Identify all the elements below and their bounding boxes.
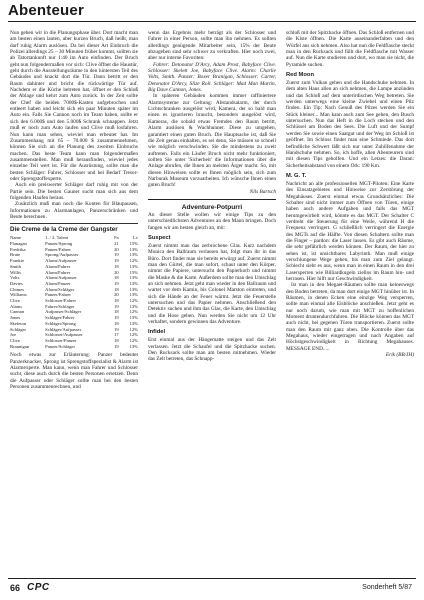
issue-label: Sonderheft 5/87	[362, 584, 412, 591]
cell-fa: 19	[114, 252, 119, 258]
cell-name: Chimes	[10, 286, 25, 292]
cell-name: Frankie	[10, 258, 25, 264]
cell-fa: 19	[114, 258, 119, 264]
cell-lv: 12%	[129, 326, 138, 332]
table-header-fa: Fa	[114, 235, 119, 241]
cell-name: Smith	[10, 263, 21, 269]
cell-name: Joe	[10, 332, 17, 338]
col2-favourites: Fahrer: Detonator D'Arcy, Adam Prost, Babyface Clive. Schlosser: Skelett Joe, Babyface Clive. Alarm: Charlie Volts, Smith. Panzer: Boxer Branigan, Schlosser: Carter, Detonator D'Arcy, Slize Roll. Schläger: Mad Man Martin, Big Dave Cannon, Jones.	[148, 61, 276, 94]
cell-lv: 12%	[129, 332, 138, 338]
cell-fa: 18	[114, 286, 119, 292]
column-2	[148, 30, 276, 570]
cell-name: Brute	[10, 252, 21, 258]
cell-fa: 19	[114, 343, 119, 349]
cell-lv: 12%	[129, 309, 138, 315]
gangster-table	[10, 235, 138, 349]
col3-paragraph-1: schloß mit der Spitzhacke öffnen. Das Schloß entfernen und die Kiste öffnen. Die Karte auseinanderfalten und den Würfel ans sich nehmen. Also hat nun die Feldflasche steckt man in den Rucksack und füllt die Feldflasche mit Wasser auf. Nun die Karte studieren und dort, wo man sie nicht, die Pyramide suchen.	[286, 30, 414, 68]
cell-lv: 12%	[129, 258, 138, 264]
cell-talent: Panzer/Schläger	[45, 343, 76, 349]
cell-lv: 12%	[129, 337, 138, 343]
cell-talent: Schläger/Aufpasser	[45, 326, 82, 332]
table-body	[10, 241, 138, 349]
cell-talent: Schläger/Fahrer	[45, 315, 75, 321]
cell-name: Cannon	[10, 309, 25, 315]
cell-fa: 18	[114, 337, 119, 343]
cell-lv: 13%	[129, 280, 138, 286]
cell-talent: Fahrer/Schläger	[45, 303, 75, 309]
cell-talent: Alarm/Aufpasser	[45, 275, 77, 281]
cell-lv: 13%	[129, 315, 138, 321]
cell-fa: 19	[114, 303, 119, 309]
table-title: Die Creme de la Creme der Gangster	[10, 223, 138, 234]
cell-talent: Schlosser/Fahrer	[45, 298, 77, 304]
cell-talent: Panzer/Fahrer	[45, 246, 71, 252]
cell-fa: 18	[114, 298, 119, 304]
cell-fa: 18	[114, 263, 119, 269]
cell-talent: Alarm/Fahrer	[45, 269, 71, 275]
col1-paragraph-3: Zusätzlich muß man noch die Konten für Blaupausen, Informationen zu Alarmanlagen, Panzerschränken und Beute berechnen.	[10, 201, 138, 220]
col1-after-table: Noch etwas zur Erläuterung: Panzer bedeutet Panzerknacker, Sprong ist Sprengstoffspezialist & Alarm ist Alarmexperte. Man kann, wenn man Fahrer und Schlosser sucht, diese auch durch die besten Personen ersetzen. Denn die Aufpasser oder Schläger sollte man bei den besten Personen zusammenrechnen, und	[10, 352, 138, 391]
cell-lv: 13%	[129, 252, 138, 258]
cell-talent: Aufpasser/Schläger	[45, 309, 82, 315]
cell-talent: Panzer/Fahrer	[45, 292, 71, 298]
col3-signature: Erik (BB/JH)	[385, 352, 414, 359]
cell-fa: 20	[114, 269, 119, 275]
infidel-heading: Infidel	[148, 329, 166, 336]
cell-name: Clive	[10, 337, 20, 343]
cell-lv: 15%	[129, 269, 138, 275]
cell-name: Clive	[10, 298, 20, 304]
cell-name: Flanagan	[10, 241, 27, 247]
redmoon-heading: Red Moon	[286, 72, 315, 79]
cell-talent: Schlosser/Aufpasser	[45, 332, 83, 338]
column-3	[286, 30, 414, 570]
infidel-text: Erst einmal aus der Hängematte steigen und das Zelt verlassen. Jetzt die Schaufel und die Spitzhacke suchen. Den Rucksack sollte man am besten mitnehmen. Wieder das Zelt betreten, das Schnapp-	[148, 337, 276, 363]
cell-fa: 19	[114, 315, 119, 321]
cell-name: Volts	[10, 275, 20, 281]
col1-paragraph-2: Auch ein preiswerter Schläger darf ruhig mit von der Partie sein. Die besten Gauner sucht man sich aus dem folgenden Haufen heraus.	[10, 182, 138, 201]
redmoon-text: Zuerst zum Vulkan gehen und die Handschuhe nehmen. In dem alten Haus allen an sich nehmen, die Lampe anzünden und das Schloß auf dem unterirdischen Weg betreten. Sie werden unterwegs eine kleine Zwiebel und einen Pilz finden. Ein Tip: Nach Genuß des Pilzes werden Sie ein Stück kleiner... Man kann auch zum See gehen, den Busch untersuchen. Nun das Heft in die Loch stecken und den Schlüssel am Boden des Sees. Die Luft und der Sumpf werden Sie sowie einen Saatgut und der Weg im Schloß ist geöffnet. Im Schloss findet man eine Schmiede. Das dort befindliche Schwert läßt sich nur unter Zuhilfenahme der Handschuhe nehmen. So, ich hoffe, allen Abenteurern sind mit diesen Tips geholfen. Und ein Letzes: die Daran: Sicherheitsabstand von einem Ork: 190 Km.	[286, 80, 414, 169]
cell-lv: 13%	[129, 263, 138, 269]
cell-name: Schläger	[10, 326, 27, 332]
cell-talent: Panzer/Sprong	[45, 241, 73, 247]
cell-name: Skeleton	[10, 320, 27, 326]
mgt-text: Nachricht an alle professionellen MGT-Piloten: Eine Karte des Einsatzgebietes und Hinweise zur Zerstörung der Megahäuses. Zuerst einmal etwas Grundsätzliches: Die Schalter sind nicht immer zum Öffnen von Türen, einige haben auch andere Aufgaben und falls das MGT herumgewirbelt wird, könnte es das MGT. Der Schalter C verdreht die Steuerung für eine Weile, während H die Frequenz verringert. G schließlich verringert die Energie des MGTs auf die Hälfte. Von diesen Schaltern sollte man die Finger – pardon: die Laser lassen. Es gibt auch Räume, die sehr gefährlich werden können. Der Raum, der hier zu sehen ist, ist unsichtbares Labyrinth. Man muß einige verschlungene Wege gehen, bis man zum Ziel gelangt. Schlecht sieht es aus, wenn man in einen Raum in den drei Lasersperren wie Billiardkugeln ziellos im Raum hin- und herrasen. Hier hilft nur Geschwindigkeit.	[286, 180, 414, 283]
cell-name: Jones	[10, 315, 21, 321]
cell-talent: Schläger/Sprong	[45, 320, 76, 326]
cell-talent: Schlosser/Panzer	[45, 337, 77, 343]
header-rule	[8, 21, 416, 22]
page-number: 66	[10, 583, 21, 593]
mgt-text-end: Ist man in den Megaet-Räumen sollte man keineswegs den Boden betreten, da man dort einige MGT hinüber ist. In Räumen, in denen Ecken eine einzige Weg versperren, sollte man einmal alle Eisblöcke anschießen. Jetzt geht es nur noch darum, wie man mit MGT zu hoffenlichen Moment druntendurchfahren. Die Blöcke können das MGT auch nicht, bei gegenen Türen transportieren. Zuerst sollte man den Raum mit ganz oben. Die Kontrolle über das Megahaus, wieder eingetragen und nach Angaben auf Höchstgeschwindigkeit in Richtung Megahauses. MESSAGE END.....	[286, 282, 414, 352]
table-header-lv: Lv	[132, 235, 138, 241]
cell-name: Willis	[10, 269, 22, 275]
cell-name: Davies	[10, 280, 23, 286]
cell-fa: 21	[114, 241, 119, 247]
cell-fa: 17	[114, 332, 119, 338]
col1-paragraph-1: Nun gehen wir in die Planungsphase über. Dort macht man am besten einen lauten, aber kurzen Bruch, daß heißt, man darf ruhig Alarm auslösen. Da bei dieser Art Einbruch die Polizei allerdings 25 – 30 Minuten früher kommt, sollten sie ab Tatortankunft nur 1:40 im Auto einfinden. Der Bruch geht nun folgendermaßen vor sich: Clive öffnet die Haustür, geht durch die Ausstellungsräume in den hintersten Teil des Gebäudes und knackt dort die Tür. Dann betritt er den Raum dahinter und bricht die rückwärtige Tür auf. Nachdem er die Küche betreten hat, öffnet er den Schloß der Ablage und kehrt zum Auto zurück. In der Zeit sollte der Chef die beiden 7000$-Kasten aufgebrochen und entleert haben und leicht sich ein paar Minuten später im Auto ein. Falls Sie Cannon noch im Team haben, sollte er sich den 6.000$ und den 5.000$ Schrank schnappen. Jetzt muß er noch zum Auto laufen und Clive muß losfahren. Nun kann man sehen, wieviel man erbeutet hat. Im Zusammenhang mit 65 – 70.000 $ zusammennehmen, können Sie sich an die Planung des zweiten Einbruchs machen. Das beste Team kann man folgendermaßen zusammenstellen. Man muß herausfinden, wieviel jedes einzelne Teil wert ist. Für die Ausrüstung, sollte man die besten Schläger: Fahrer, Schlosser und bei Bedarf Tresor- oder Sprengstoffexperte.	[10, 30, 138, 182]
cell-fa: 20	[114, 292, 119, 298]
cell-lv: 13%	[129, 246, 138, 252]
column-1	[10, 30, 138, 570]
cell-lv: 15%	[129, 241, 138, 247]
cell-fa: 18	[114, 309, 119, 315]
col2-paragraph-1: wenn das Ergebnis mehr beträgt als der Schlosser und Fahrer in einer Person, sollte man ihn nehmen. Es sollten allerdings genügende Mitarbeiter sein, 15% der Beute abzugeben sind sehr schwer zu verkraften. Hier noch zwei, aber nur interne Favoriten:	[148, 30, 276, 62]
cell-talent: Alarm/Panzer	[45, 280, 71, 286]
cell-lv: 13%	[129, 320, 138, 326]
cell-talent: Sprong/Aufpasser	[45, 252, 79, 258]
cell-talent: Alarm/Aufpasser	[45, 258, 77, 264]
cell-lv: 13%	[129, 275, 138, 281]
cell-lv: 13%	[129, 343, 138, 349]
table-header-talent: 1. / 2. Talent	[45, 235, 69, 241]
col2-signature: Nils Bartsch	[249, 188, 276, 195]
page-footer	[0, 578, 424, 600]
cell-fa: 19	[114, 326, 119, 332]
suspect-text: Zuerst nimmt man das zerbrochene Glas. Kurz nachdem Monica den Ballraum verlassen hat, folgt man ihr in das Büro. Dort findet man sie bereits erwürgt auf. Zuerst nimmt man den Gürtel, die man sofort, schaut unter den Körper, nimmt die Papiere, untersucht den Papierkorb und nimmt die Maske & die Karte. Außerdem sollte man den Umschlag an sich nehmen. Jetzt geht man wieder in den Ballraum und wartet vor dem Kamin, bis Colonel Marston eintreten, und sich die Hände an der Feuer wärmt. Jetzt die Feuerstelle untersuchen und das Papier nehmen. Anschließend den Detektiv suchen und ihm das Glas, die Karte, den Umschlag und die Hose geben. Nun werden Sie nicht um 12 Uhr verhaftet, sondern gewinnen das Adventure.	[148, 242, 276, 326]
mgt-heading: M. G. T.	[286, 172, 307, 179]
table-row	[10, 344, 138, 350]
cell-fa: 18	[114, 320, 119, 326]
page-header	[0, 0, 424, 24]
table-header-name: Name	[10, 235, 21, 241]
cell-name: Williams	[10, 292, 27, 298]
cell-fa: 20	[114, 246, 119, 252]
cell-talent: Alarm/Fahrer	[45, 263, 71, 269]
cell-name: Fredrika	[10, 246, 26, 252]
adventure-box-intro: An dieser Stelle wollen wir einige Tips zu den unterschiedlichsten Adventures an den Mann bringen. Doch fangen wir am besten gleich an, mit:	[148, 211, 276, 231]
cell-lv: 13%	[129, 292, 138, 298]
cell-talent: Alarm/Schläger	[45, 286, 75, 292]
cell-name: Alarm	[10, 303, 22, 309]
cpc-logo: CPC	[27, 582, 50, 593]
suspect-heading: Suspect	[148, 234, 171, 241]
cell-lv: 13%	[129, 303, 138, 309]
section-title: Abenteuer	[8, 2, 84, 19]
cell-fa: 18	[114, 275, 119, 281]
adventure-box-title: Adventure-Potpurri	[148, 199, 276, 212]
footer-rule	[8, 578, 416, 579]
cell-lv: 12%	[129, 298, 138, 304]
cell-fa: 19	[114, 280, 119, 286]
cell-name: Brannigan	[10, 343, 30, 349]
cell-lv: 13%	[129, 286, 138, 292]
col2-paragraph-3: In späteren Gebäuden kommen immer raffiniertere Alarmsysteme zur Geltung: Abstandsalarm, der durch Lichtschranken ausgelöst wird, Kamera, der so bald man einen es ignorieren braucht, besonders ausgelöst wird, Kameras, die sobald etwas Fremdes den Raum betritt, Alarm auslösen & Wachhunner. Diese zu umgehen, garantiert einen guten Bruch. Die Hauptsache ist, daß Sie die Zeit genau einhalten, es sei denn, Sie müssen so schnell wie möglich verschwinden. Sie die mindestens zu zweit auftreten. Falls ein Läufer Bruch nicht mehr funktioniert, sollten Sie unter 'Sicherheit' die Informationen über die Anlage abrufen, die Ihnen an meisten Ärger macht. So, mit diesen Hinweisen sollte es Ihnen möglich sein, sich zum Narburak Museum vorzuarbeiten. Ich wünsche Ihnen einen guten Bruch!	[148, 93, 276, 189]
